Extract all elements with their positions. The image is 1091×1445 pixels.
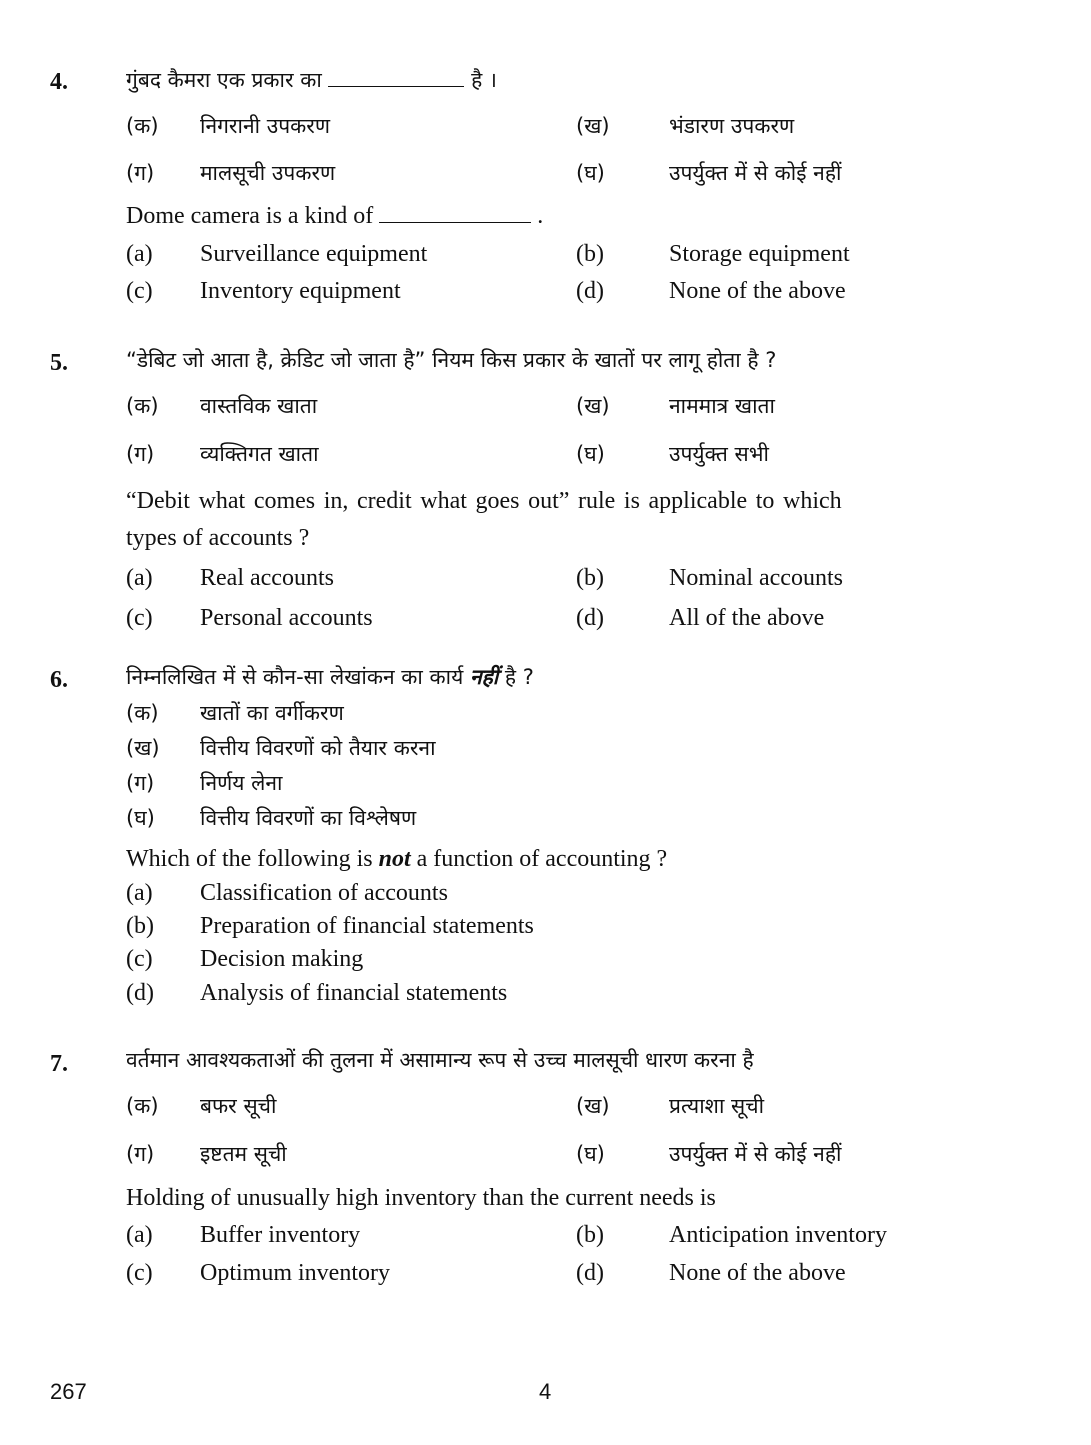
option-label: (ख) — [576, 1094, 610, 1118]
question-number: 5. — [50, 350, 68, 376]
option-label: (d) — [576, 278, 604, 304]
option-label: (ग) — [126, 1142, 155, 1166]
option-label: (a) — [126, 241, 153, 267]
option-label: (d) — [576, 1260, 604, 1286]
question-stem-hindi: गुंबद कैमरा एक प्रकार का है । — [126, 68, 497, 92]
option-text: बफर सूची — [200, 1094, 277, 1118]
emphasis-text: not — [378, 846, 411, 872]
option-text: इष्टतम सूची — [200, 1142, 287, 1166]
answer-blank — [379, 222, 531, 223]
option-text: उपर्युक्त सभी — [669, 442, 769, 466]
option-text: Nominal accounts — [669, 565, 843, 591]
answer-blank — [328, 86, 464, 87]
question-stem-english: Dome camera is a kind of . — [126, 203, 544, 229]
option-label: (c) — [126, 1260, 153, 1286]
option-label: (क) — [126, 114, 159, 138]
page-number: 4 — [539, 1379, 552, 1404]
option-text: उपर्युक्त में से कोई नहीं — [669, 1142, 842, 1166]
option-text: मालसूची उपकरण — [200, 161, 336, 185]
option-text: निर्णय लेना — [200, 771, 283, 795]
option-label: (b) — [576, 565, 604, 591]
option-label: (घ) — [576, 1142, 605, 1166]
option-label: (b) — [576, 1222, 604, 1248]
option-label: (ख) — [576, 394, 610, 418]
option-label: (ग) — [126, 442, 155, 466]
option-label: (d) — [126, 980, 154, 1006]
option-label: (क) — [126, 701, 159, 725]
option-text: व्यक्तिगत खाता — [200, 442, 319, 466]
option-label: (c) — [126, 278, 153, 304]
option-label: (b) — [576, 241, 604, 267]
option-text: None of the above — [669, 278, 846, 304]
option-label: (घ) — [126, 806, 155, 830]
option-text: Optimum inventory — [200, 1260, 390, 1286]
option-text: Classification of accounts — [200, 880, 448, 906]
option-label: (c) — [126, 605, 153, 631]
option-text: उपर्युक्त में से कोई नहीं — [669, 161, 842, 185]
question-stem-english: Which of the following is not a function of accounting ? — [126, 846, 668, 872]
question-number: 4. — [50, 69, 68, 95]
question-stem-english-cont: types of accounts ? — [126, 525, 310, 551]
option-text: Real accounts — [200, 565, 334, 591]
question-number: 6. — [50, 667, 68, 693]
option-text: वित्तीय विवरणों का विश्लेषण — [200, 806, 417, 830]
option-label: (ख) — [126, 736, 160, 760]
option-text: खातों का वर्गीकरण — [200, 701, 344, 725]
option-text: वास्तविक खाता — [200, 394, 318, 418]
option-text: Inventory equipment — [200, 278, 401, 304]
option-label: (क) — [126, 394, 159, 418]
option-label: (घ) — [576, 442, 605, 466]
option-label: (ग) — [126, 161, 155, 185]
option-label: (d) — [576, 605, 604, 631]
option-label: (a) — [126, 1222, 153, 1248]
option-text: वित्तीय विवरणों को तैयार करना — [200, 736, 436, 760]
question-stem-english: Holding of unusually high inventory than the current needs is — [126, 1185, 716, 1211]
option-label: (ग) — [126, 771, 155, 795]
option-text: All of the above — [669, 605, 825, 631]
option-text: Personal accounts — [200, 605, 373, 631]
option-label: (ख) — [576, 114, 610, 138]
option-label: (a) — [126, 880, 153, 906]
option-text: Anticipation inventory — [669, 1222, 887, 1248]
paper-code: 267 — [50, 1379, 87, 1404]
option-text: Buffer inventory — [200, 1222, 361, 1248]
option-text: Preparation of financial statements — [200, 913, 534, 939]
question-stem-hindi: निम्नलिखित में से कौन-सा लेखांकन का कार्य नहीं है ? — [126, 665, 534, 689]
option-label: (घ) — [576, 161, 605, 185]
emphasis-text: नहीं — [469, 665, 499, 689]
option-label: (a) — [126, 565, 153, 591]
option-text: निगरानी उपकरण — [200, 114, 331, 138]
question-stem-hindi: “डेबिट जो आता है, क्रेडिट जो जाता है” नियम किस प्रकार के खातों पर लागू होता है ? — [126, 348, 777, 372]
option-text: Analysis of financial statements — [200, 980, 508, 1006]
option-text: None of the above — [669, 1260, 846, 1286]
option-text: Surveillance equipment — [200, 241, 428, 267]
question-stem-english: “Debit what comes in, credit what goes out” rule is applicable to which — [126, 488, 842, 514]
option-text: भंडारण उपकरण — [669, 114, 795, 138]
question-number: 7. — [50, 1051, 68, 1077]
option-text: Storage equipment — [669, 241, 850, 267]
option-label: (c) — [126, 946, 153, 972]
option-text: नाममात्र खाता — [669, 394, 775, 418]
question-stem-hindi: वर्तमान आवश्यकताओं की तुलना में असामान्य रूप से उच्च मालसूची धारण करना है — [126, 1048, 754, 1072]
option-label: (क) — [126, 1094, 159, 1118]
option-label: (b) — [126, 913, 154, 939]
option-text: Decision making — [200, 946, 364, 972]
option-text: प्रत्याशा सूची — [669, 1094, 765, 1118]
